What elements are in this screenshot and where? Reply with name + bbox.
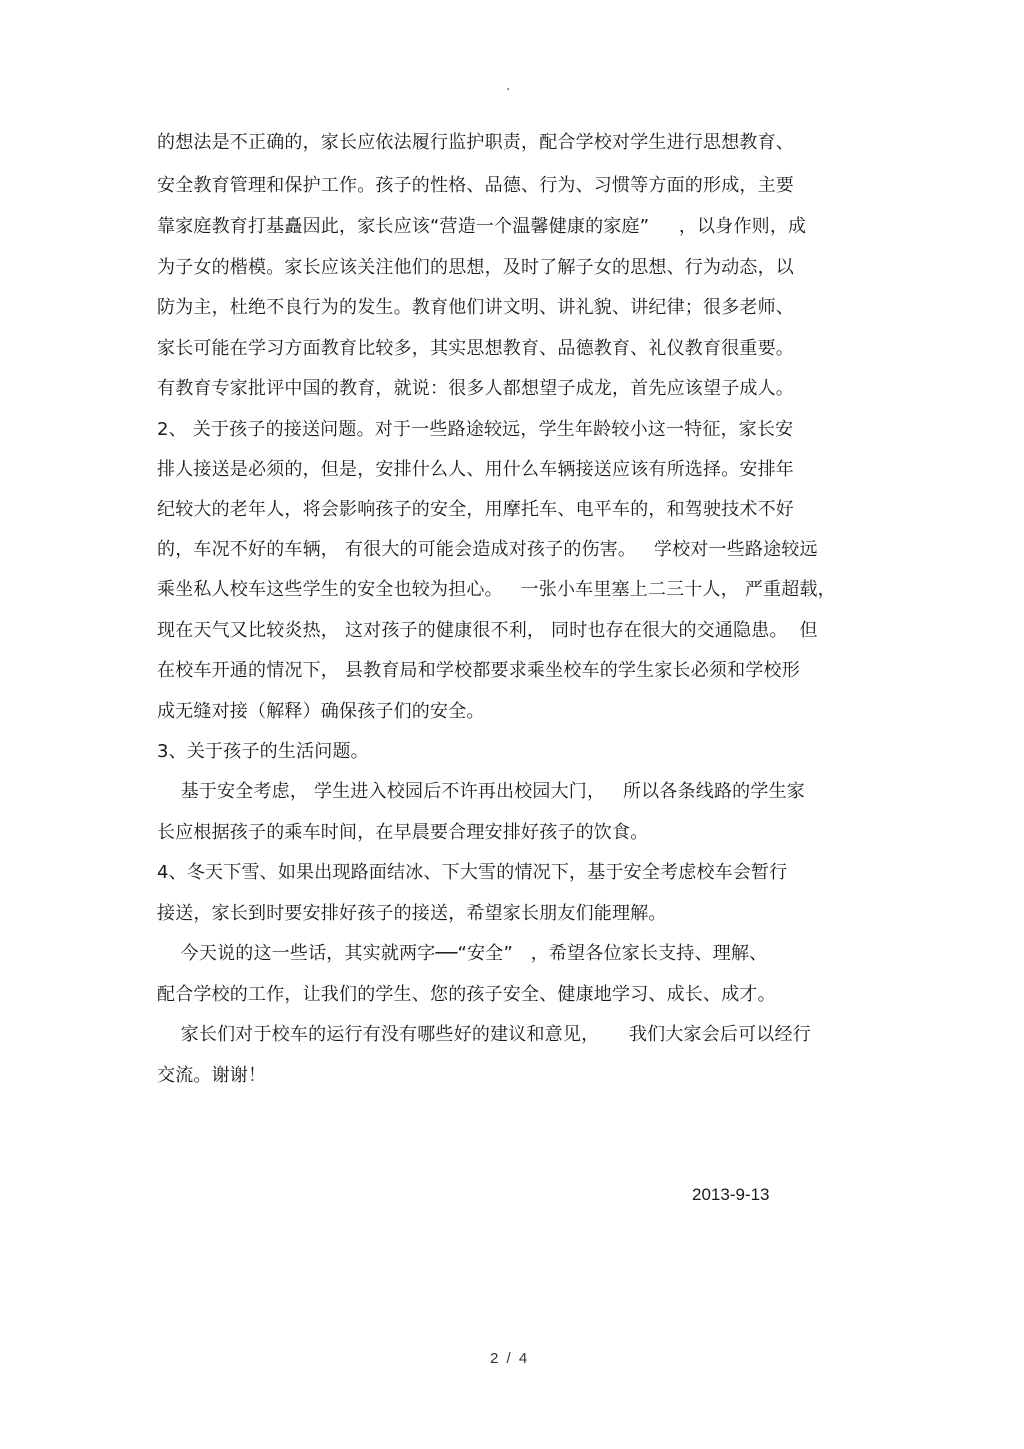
- body-line-15: 成无缝对接（解释）确保孩子们的安全。: [157, 701, 485, 722]
- body-line-21: 今天说的这一些话，其实就两字──“安全” ，希望各位家长支持、理解、: [157, 943, 768, 964]
- body-line-14: 在校车开通的情况下， 县教育局和学校都要求乘坐校车的学生家长必须和学校形: [157, 660, 800, 681]
- header-mark: .: [506, 78, 511, 94]
- body-line-13: 现在天气又比较炎热， 这对孩子的健康很不利， 同时也存在很大的交通隐患。 但: [157, 620, 818, 641]
- body-line-2: 安全教育管理和保护工作。孩子的性格、品德、行为、习惯等方面的形成，主要: [157, 175, 794, 196]
- body-line-12: 乘坐私人校车这些学生的安全也较为担心。 一张小车里塞上二三十人， 严重超载，: [157, 579, 836, 600]
- body-line-24: 交流。谢谢！: [157, 1065, 267, 1086]
- document-date: 2013-9-13: [692, 1185, 770, 1204]
- body-line-22: 配合学校的工作，让我们的学生、您的孩子安全、健康地学习、成长、成才。: [157, 984, 776, 1005]
- body-line-6: 家长可能在学习方面教育比较多，其实思想教育、品德教育、礼仪教育很重要。: [157, 338, 794, 359]
- body-line-17: 基于安全考虑， 学生进入校园后不许再出校园大门， 所以各条线路的学生家: [157, 781, 805, 802]
- body-line-20: 接送，家长到时要安排好孩子的接送，希望家长朋友们能理解。: [157, 903, 667, 924]
- body-line-18: 长应根据孩子的乘车时间，在早晨要合理安排好孩子的饮食。: [157, 822, 649, 843]
- body-line-9: 排人接送是必须的，但是，安排什么人、用什么车辆接送应该有所选择。安排年: [157, 459, 794, 480]
- body-line-11: 的，车况不好的车辆， 有很大的可能会造成对孩子的伤害。 学校对一些路途较远: [157, 539, 818, 560]
- body-line-7: 有教育专家批评中国的教育，就说：很多人都想望子成龙，首先应该望子成人。: [157, 378, 794, 399]
- section-3-heading: 3、关于孩子的生活问题。: [157, 741, 369, 762]
- body-line-10: 纪较大的老年人，将会影响孩子的安全，用摩托车、电平车的，和驾驶技术不好: [157, 499, 794, 520]
- body-line-23: 家长们对于校车的运行有没有哪些好的建议和意见， 我们大家会后可以经行: [157, 1024, 811, 1045]
- body-line-1: 的想法是不正确的，家长应依法履行监护职责，配合学校对学生进行思想教育、: [157, 132, 794, 153]
- body-line-3: 靠家庭教育打基矗因此，家长应该“营造一个温馨健康的家庭” ，以身作则，成: [157, 216, 807, 237]
- page-number: 2 / 4: [490, 1350, 530, 1367]
- body-line-8: 2、 关于孩子的接送问题。对于一些路途较远，学生年龄较小这一特征，家长安: [157, 419, 794, 440]
- body-line-19: 4、冬天下雪、如果出现路面结冰、下大雪的情况下，基于安全考虑校车会暂行: [157, 862, 788, 883]
- body-line-5: 防为主，杜绝不良行为的发生。教育他们讲文明、讲礼貌、讲纪律；很多老师、: [157, 297, 794, 318]
- body-line-4: 为子女的楷模。家长应该关注他们的思想，及时了解子女的思想、行为动态，以: [157, 257, 794, 278]
